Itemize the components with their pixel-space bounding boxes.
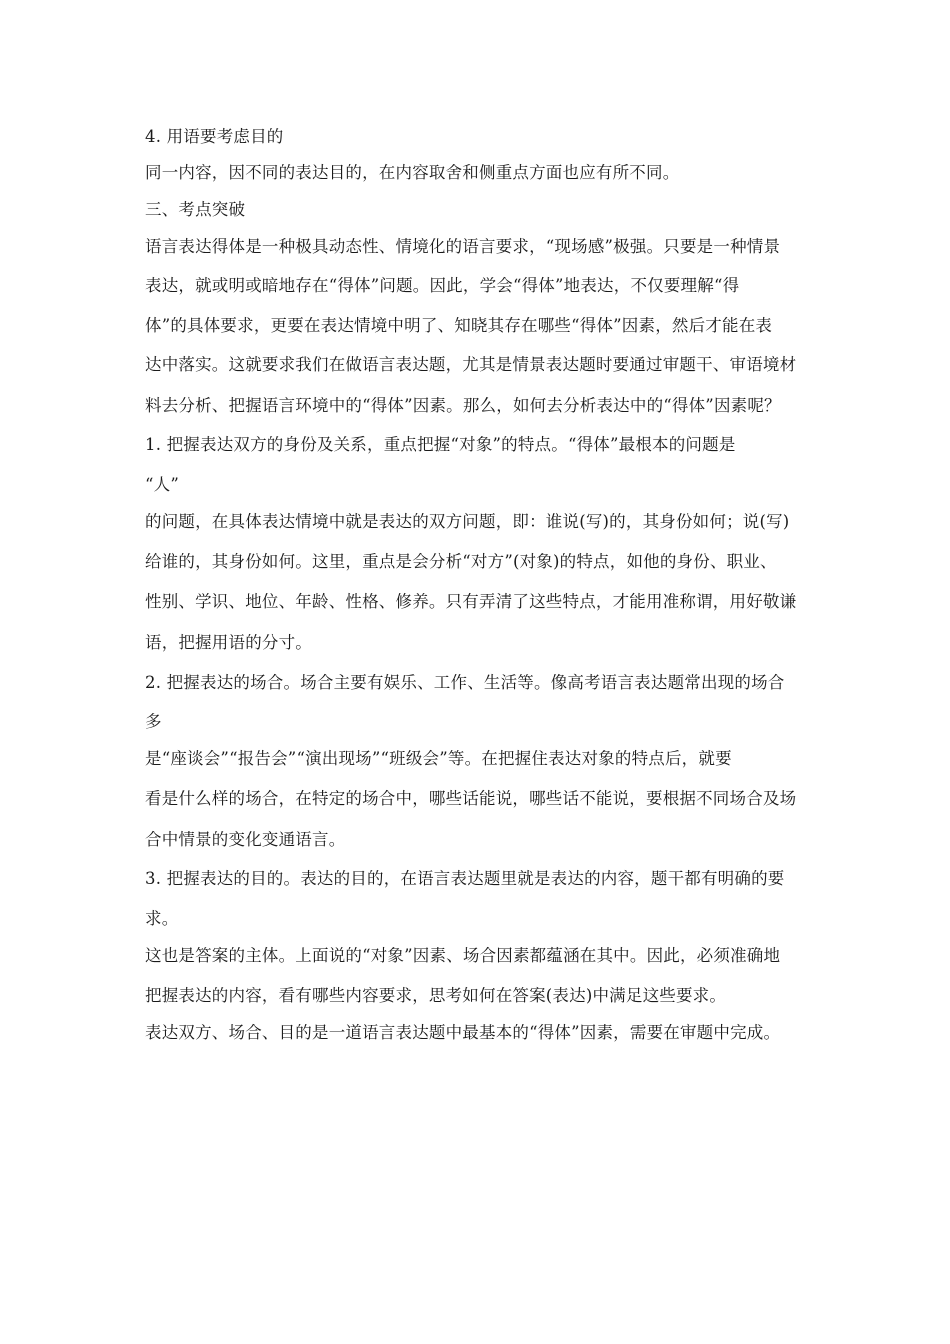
paragraph-line: 性别、学识、地位、年龄、性格、修养。只有弄清了这些特点，才能用准称谓，用好敬谦 bbox=[145, 592, 797, 611]
heading-item-4: 4. 用语要考虑目的 bbox=[145, 127, 284, 146]
paragraph-line: 体”的具体要求，更要在表达情境中明了、知晓其存在哪些“得体”因素，然后才能在表 bbox=[145, 316, 773, 335]
paragraph-line: 是“座谈会”“报告会”“演出现场”“班级会”等。在把握住表达对象的特点后，就要 bbox=[145, 749, 732, 768]
paragraph-line: 表达双方、场合、目的是一道语言表达题中最基本的“得体”因素，需要在审题中完成。 bbox=[145, 1023, 781, 1042]
paragraph-line: 看是什么样的场合，在特定的场合中，哪些话能说，哪些话不能说，要根据不同场合及场 bbox=[145, 789, 797, 808]
numbered-point-3: 3. 把握表达的目的。表达的目的，在语言表达题里就是表达的内容，题干都有明确的要 bbox=[145, 869, 785, 888]
paragraph-line: 这也是答案的主体。上面说的“对象”因素、场合因素都蕴涵在其中。因此，必须准确地 bbox=[145, 946, 781, 965]
paragraph-line: 达中落实。这就要求我们在做语言表达题，尤其是情景表达题时要通过审题干、审语境材 bbox=[145, 355, 797, 374]
paragraph-line: 语言表达得体是一种极具动态性、情境化的语言要求，“现场感”极强。只要是一种情景 bbox=[145, 237, 781, 256]
paragraph-line: 多 bbox=[145, 712, 162, 731]
paragraph-line: 同一内容，因不同的表达目的，在内容取舍和侧重点方面也应有所不同。 bbox=[145, 163, 680, 182]
numbered-point-2: 2. 把握表达的场合。场合主要有娱乐、工作、生活等。像高考语言表达题常出现的场合 bbox=[145, 673, 785, 692]
paragraph-line: 把握表达的内容，看有哪些内容要求，思考如何在答案(表达)中满足这些要求。 bbox=[145, 986, 727, 1005]
paragraph-line: 料去分析、把握语言环境中的“得体”因素。那么，如何去分析表达中的“得体”因素呢？ bbox=[145, 396, 781, 415]
paragraph-line: 给谁的，其身份如何。这里，重点是会分析“对方”(对象)的特点，如他的身份、职业、 bbox=[145, 552, 777, 571]
paragraph-line: 求。 bbox=[145, 909, 179, 928]
section-heading: 三、考点突破 bbox=[145, 200, 246, 219]
paragraph-line: 语，把握用语的分寸。 bbox=[145, 633, 312, 652]
paragraph-line: 的问题，在具体表达情境中就是表达的双方问题，即：谁说(写)的，其身份如何；说(写) bbox=[145, 512, 790, 531]
paragraph-line: 表达，就或明或暗地存在“得体”问题。因此，学会“得体”地表达，不仅要理解“得 bbox=[145, 276, 740, 295]
paragraph-line: “人” bbox=[145, 475, 179, 494]
numbered-point-1: 1. 把握表达双方的身份及关系，重点把握“对象”的特点。“得体”最根本的问题是 bbox=[145, 435, 736, 454]
paragraph-line: 合中情景的变化变通语言。 bbox=[145, 830, 346, 849]
